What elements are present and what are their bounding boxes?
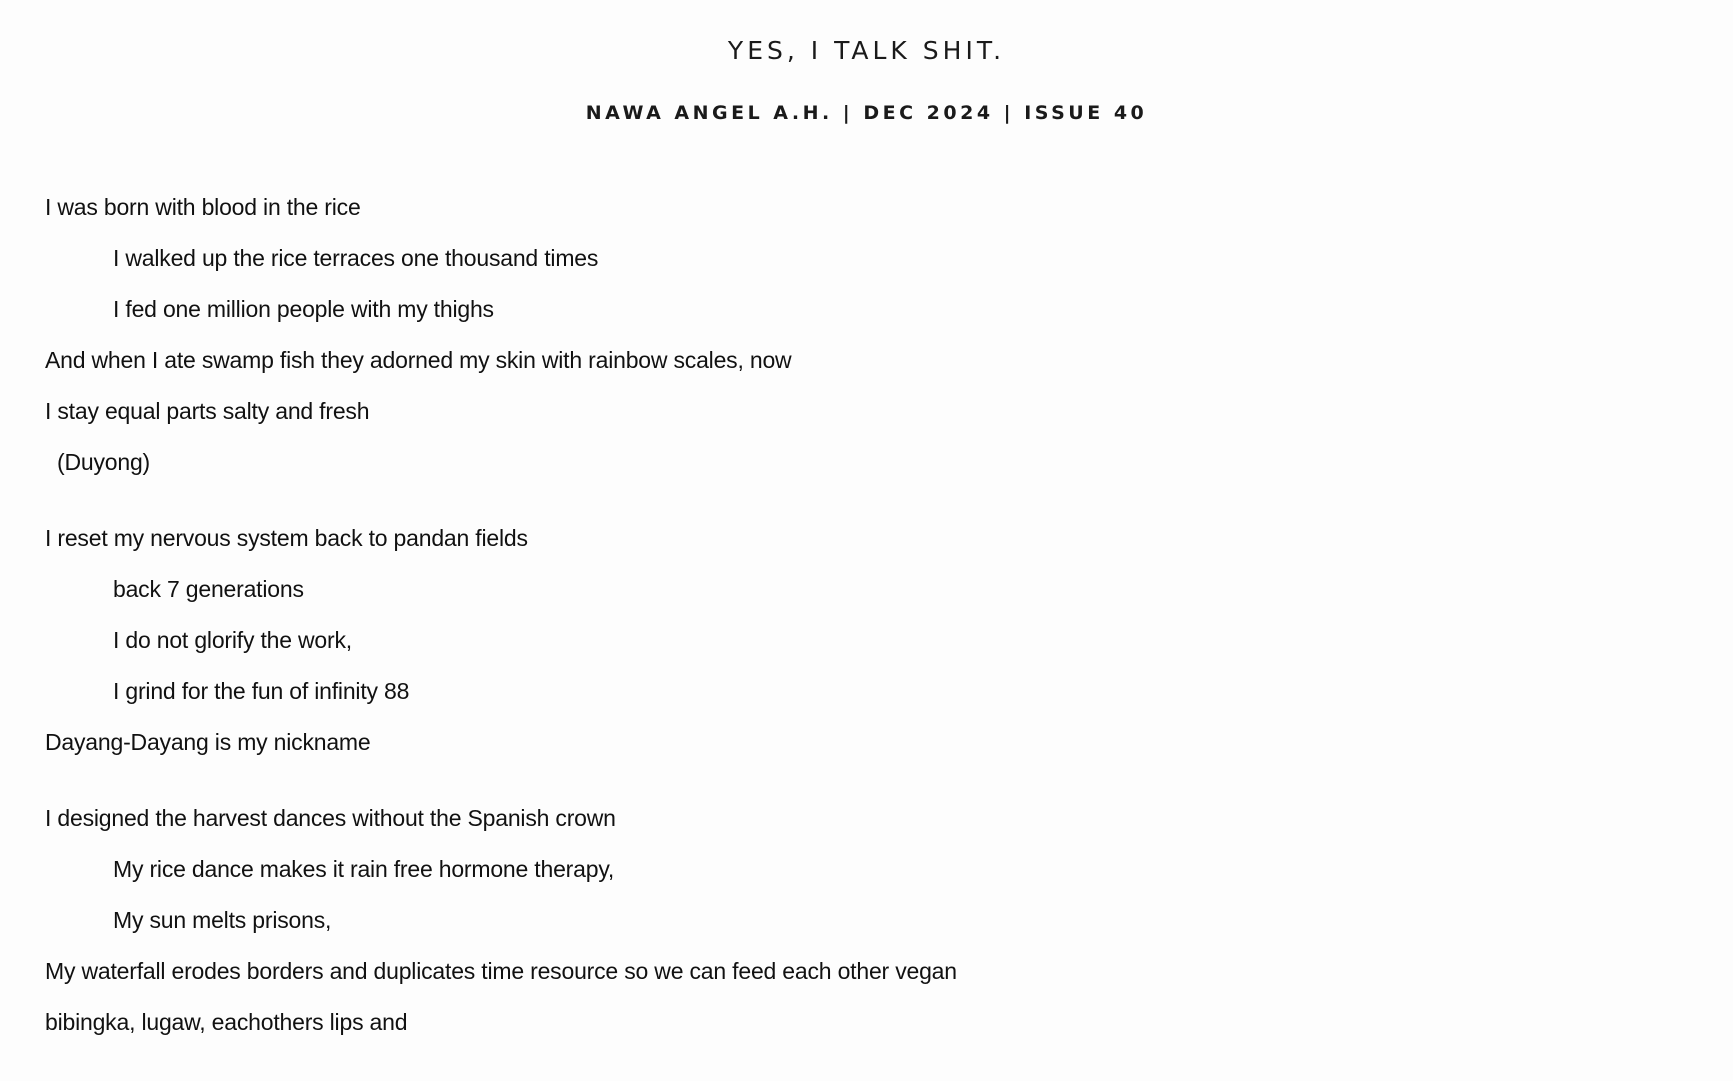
- poem-line: (Duyong): [57, 449, 150, 475]
- poem-line: I fed one million people with my thighs: [113, 296, 494, 322]
- poem-line: I reset my nervous system back to pandan fields: [45, 525, 528, 551]
- stanza-2: [45, 521, 1645, 776]
- poem-line: I stay equal parts salty and fresh: [45, 398, 370, 424]
- poem-byline: NAWA ANGEL A.H. | DEC 2024 | ISSUE 40: [585, 102, 1148, 124]
- poem-body: [45, 190, 1645, 1081]
- poem-line: My rice dance makes it rain free hormone therapy,: [113, 856, 615, 882]
- poem-line: bibingka, lugaw, eachothers lips and: [45, 1009, 408, 1035]
- poem-line: I walked up the rice terraces one thousand times: [113, 245, 599, 271]
- poem-line: I grind for the fun of infinity 88: [113, 678, 410, 704]
- poem-line: I was born with blood in the rice: [45, 194, 361, 220]
- poem-line: I do not glorify the work,: [113, 627, 352, 653]
- poem-line: And when I ate swamp fish they adorned my skin with rainbow scales, now: [45, 347, 792, 373]
- poem-line: My sun melts prisons,: [113, 907, 332, 933]
- stanza-3: [45, 801, 1645, 1056]
- poem-line: My waterfall erodes borders and duplicates time resource so we can feed each other vegan: [45, 958, 957, 984]
- stanza-1: [45, 190, 1645, 496]
- poem-line: I designed the harvest dances without the Spanish crown: [45, 805, 616, 831]
- poem-title: YES, I TALK SHIT.: [727, 36, 1006, 65]
- poem-line: back 7 generations: [113, 576, 304, 602]
- poem-line: Dayang-Dayang is my nickname: [45, 729, 371, 755]
